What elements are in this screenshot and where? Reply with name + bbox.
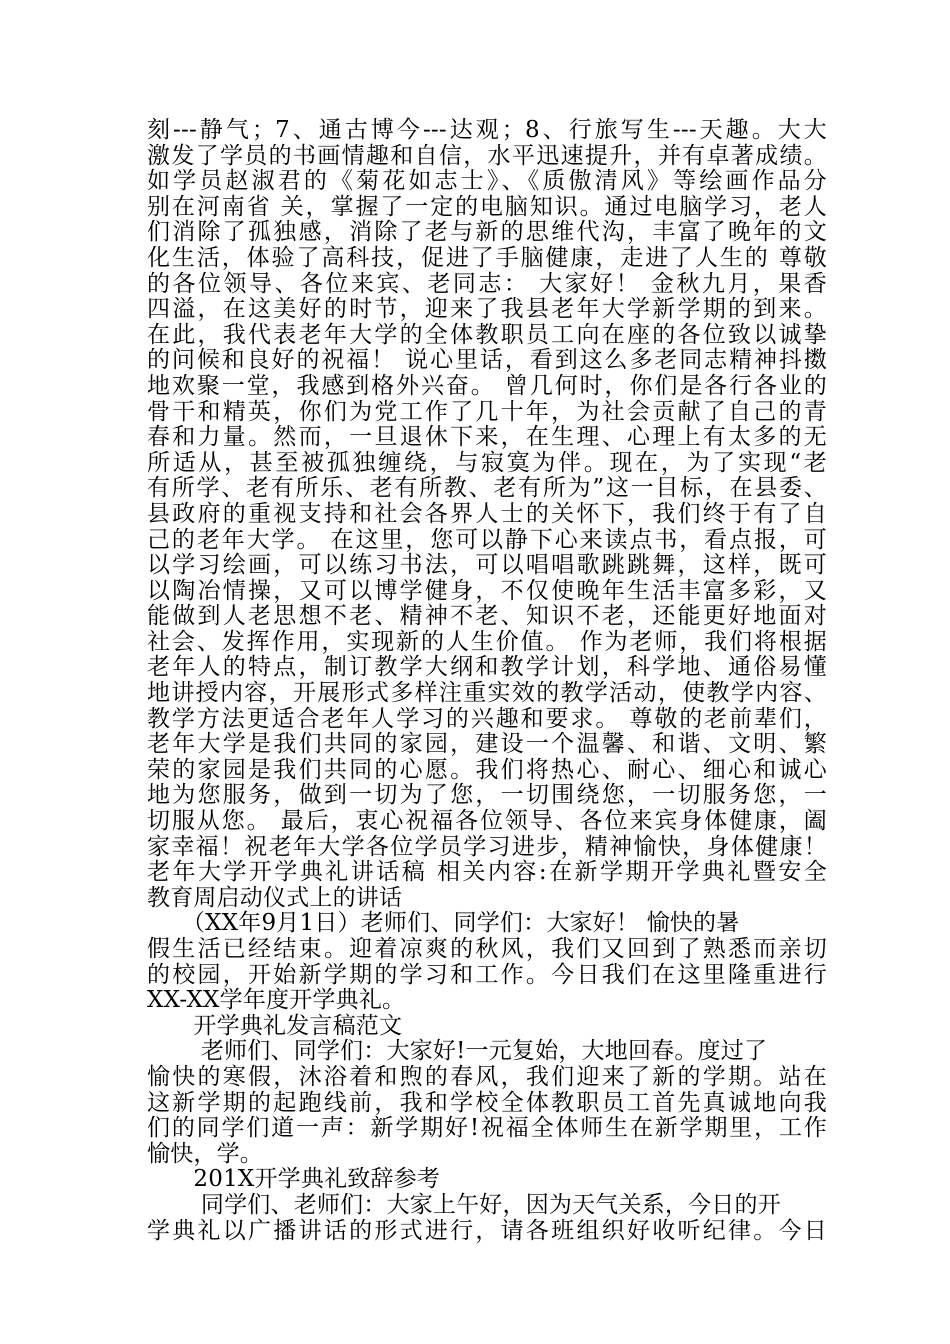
text-line: 的校园，开始新学期的学习和工作。今日我们在这里隆重进行	[147, 961, 827, 988]
text-line: 的问候和良好的祝福！ 说心里话，看到这么多老同志精神抖擞	[147, 347, 827, 374]
text-line: 激发了学员的书画情趣和自信，水平迅速提升，并有卓著成绩。	[147, 142, 827, 169]
text-line: 四溢，在这美好的时节，迎来了我县老年大学新学期的到来。	[147, 296, 827, 323]
text-line: 老年大学是我们共同的家园，建设一个温馨、和谐、文明、繁	[147, 731, 827, 758]
text-line: 有所学、老有所乐、老有所教、老有所为”这一目标，在县委、	[147, 475, 827, 502]
text-line: 教学方法更适合老年人学习的兴趣和要求。 尊敬的老前辈们，	[147, 705, 827, 732]
text-line: 们的同学们道一声：新学期好!祝福全体师生在新学期里，工作	[147, 1115, 827, 1142]
document-body	[147, 118, 827, 1244]
text-line: 刻---静气；7、通古博今---达观；8、行旅写生---天趣。大大	[147, 117, 827, 143]
text-line: 化生活，体验了高科技，促进了手脑健康，走进了人生的 尊敬	[147, 244, 827, 271]
text-line: 社会、发挥作用，实现新的人生价值。 作为老师，我们将根据	[147, 628, 827, 655]
text-line: 荣的家园是我们共同的心愿。我们将热心、耐心、细心和诚心	[147, 756, 827, 783]
text-line: 如学员赵淑君的《菊花如志士》、《质傲清风》等绘画作品分	[147, 168, 827, 195]
text-line: 能做到人老思想不老、精神不老、知识不老，还能更好地面对	[147, 603, 827, 630]
text-line: 地讲授内容，开展形式多样注重实效的教学活动，使教学内容、	[147, 680, 827, 707]
text-line: 骨干和精英，你们为党工作了几十年，为社会贡献了自己的青	[147, 398, 827, 425]
section-heading: 201X开学典礼致辞参考	[147, 1166, 441, 1193]
text-line: 愉快的寒假，沐浴着和煦的春风，我们迎来了新的学期。站在	[147, 1063, 827, 1090]
section-heading: 开学典礼发言稿范文	[147, 1012, 403, 1039]
text-line: （XX年9月1日）老师们、同学们：大家好！ 愉快的暑	[147, 910, 740, 937]
text-line: 春和力量。然而，一旦退休下来，在生理、心理上有太多的无	[147, 424, 827, 451]
text-line: 们消除了孤独感，消除了老与新的思维代沟，丰富了晚年的文	[147, 219, 827, 246]
text-line: 假生活已经结束。迎着凉爽的秋风，我们又回到了熟悉而亲切	[147, 936, 827, 962]
text-line: 切服从您。 最后，衷心祝福各位领导、各位来宾身体健康，阖	[147, 808, 827, 835]
text-line: 地欢聚一堂，我感到格外兴奋。 曾几何时，你们是各行各业的	[147, 372, 827, 399]
text-line: 学典礼以广播讲话的形式进行，请各班组织好收听纪律。今日	[147, 1217, 827, 1244]
text-line: 愉快，学。	[147, 1140, 263, 1167]
text-line: 的各位领导、各位来宾、老同志： 大家好！ 金秋九月，果香	[147, 270, 827, 297]
text-line: 己的老年大学。 在这里，您可以静下心来读点书，看点报，可	[147, 526, 827, 553]
text-line: 老年人的特点，制订教学大纲和教学计划，科学地、通俗易懂	[147, 654, 827, 681]
text-line: 老年大学开学典礼讲话稿 相关内容:在新学期开学典礼暨安全	[147, 859, 827, 886]
text-line: 县政府的重视支持和社会各界人士的关怀下，我们终于有了自	[147, 500, 827, 527]
text-line: XX-XX学年度开学典礼。	[147, 987, 406, 1014]
text-line: 这新学期的起跑线前，我和学校全体教职员工首先真诚地向我	[147, 1089, 827, 1116]
text-line: 别在河南省 关，掌握了一定的电脑知识。通过电脑学习，老人	[147, 193, 827, 220]
text-line: 同学们、老师们：大家上午好，因为天气关系，今日的开	[147, 1191, 781, 1218]
text-line: 以学习绘画，可以练习书法，可以唱唱歌跳跳舞，这样，既可	[147, 552, 827, 579]
text-line: 老师们、同学们：大家好!一元复始，大地回春。度过了	[147, 1038, 768, 1065]
text-line: 教育周启动仪式上的讲话	[147, 884, 403, 911]
text-line: 家幸福！祝老年大学各位学员学习进步，精神愉快，身体健康！	[147, 833, 827, 860]
text-line: 在此，我代表老年大学的全体教职员工向在座的各位致以诚挚	[147, 321, 827, 348]
text-line: 地为您服务，做到一切为了您，一切围绕您，一切服务您，一	[147, 782, 827, 809]
text-line: 以陶冶情操，又可以博学健身，不仅使晚年生活丰富多彩，又	[147, 577, 827, 604]
text-line: 所适从，甚至被孤独缠绕，与寂寞为伴。现在，为了实现“老	[147, 449, 827, 476]
